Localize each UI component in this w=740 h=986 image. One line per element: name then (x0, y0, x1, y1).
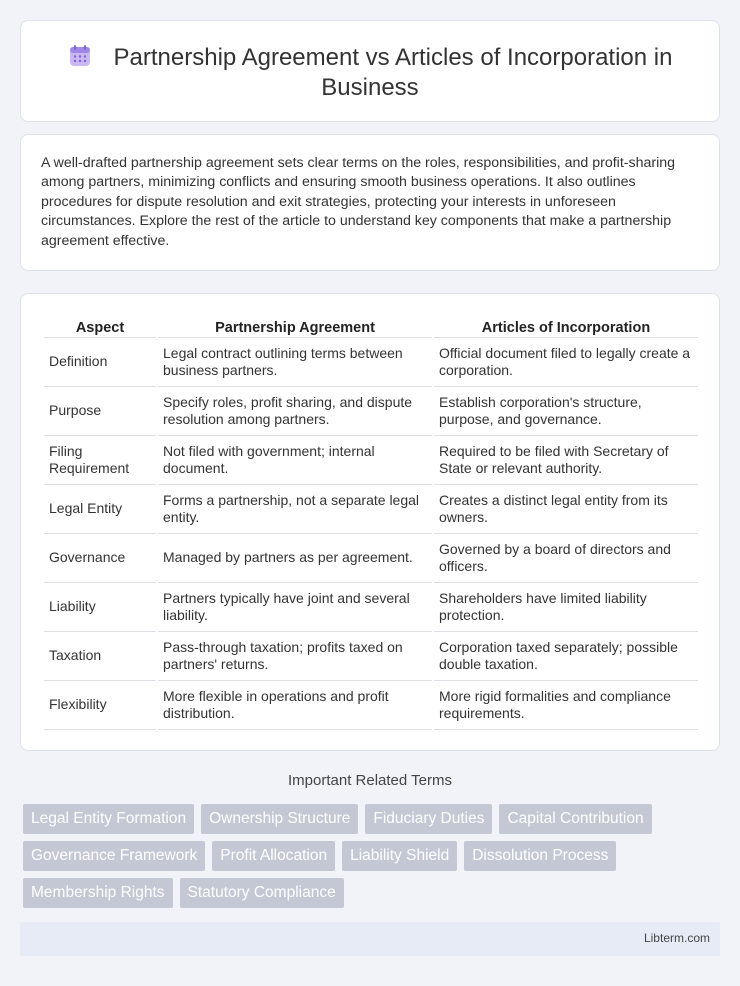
table-row (44, 632, 698, 681)
aspect-cell: Liability (44, 583, 156, 632)
aspect-cell: Flexibility (44, 681, 156, 730)
incorporation-cell: Corporation taxed separately; possible double taxation. (434, 632, 698, 681)
partnership-cell: Specify roles, profit sharing, and dispute resolution among partners. (158, 387, 432, 436)
related-term-tag[interactable]: Legal Entity Formation (23, 804, 194, 834)
aspect-cell: Taxation (44, 632, 156, 681)
incorporation-cell: Official document filed to legally create a corporation. (434, 338, 698, 387)
related-term-tag[interactable]: Statutory Compliance (180, 878, 344, 908)
partnership-cell: Not filed with government; internal document. (158, 436, 432, 485)
footer-site-link[interactable]: Libterm.com (643, 931, 710, 945)
table-row (44, 534, 698, 583)
table-row (44, 338, 698, 387)
related-term-tag[interactable]: Fiduciary Duties (365, 804, 492, 834)
related-term-tag[interactable]: Capital Contribution (499, 804, 651, 834)
related-term-tag[interactable]: Liability Shield (342, 841, 457, 871)
table-row (44, 436, 698, 485)
table-row (44, 485, 698, 534)
related-term-tag[interactable]: Profit Allocation (212, 841, 335, 871)
incorporation-cell: Establish corporation's structure, purpose, and governance. (434, 387, 698, 436)
table-header-row (44, 316, 698, 338)
aspect-cell: Definition (44, 338, 156, 387)
partnership-cell: Partners typically have joint and several liability. (158, 583, 432, 632)
partnership-cell: More flexible in operations and profit distribution. (158, 681, 432, 730)
comparison-table (42, 316, 700, 730)
related-term-tag[interactable]: Dissolution Process (464, 841, 616, 871)
incorporation-cell: Required to be filed with Secretary of State or relevant authority. (434, 436, 698, 485)
comparison-card (20, 293, 720, 751)
incorporation-cell: More rigid formalities and compliance requirements. (434, 681, 698, 730)
column-header-partnership: Partnership Agreement (158, 316, 432, 338)
column-header-incorporation: Articles of Incorporation (434, 316, 698, 338)
title-card (20, 20, 720, 122)
column-header-aspect: Aspect (44, 316, 156, 338)
footer (20, 922, 720, 956)
partnership-cell: Forms a partnership, not a separate legal entity. (158, 485, 432, 534)
intro-card (20, 134, 720, 271)
partnership-cell: Pass-through taxation; profits taxed on partners' returns. (158, 632, 432, 681)
partnership-cell: Managed by partners as per agreement. (158, 534, 432, 583)
related-term-tag[interactable]: Ownership Structure (201, 804, 358, 834)
aspect-cell: Purpose (44, 387, 156, 436)
related-terms-heading: Important Related Terms (288, 772, 452, 789)
related-term-tag[interactable]: Membership Rights (23, 878, 173, 908)
aspect-cell: Governance (44, 534, 156, 583)
incorporation-cell: Shareholders have limited liability protection. (434, 583, 698, 632)
related-term-tag[interactable]: Governance Framework (23, 841, 205, 871)
table-row (44, 583, 698, 632)
related-terms-list (23, 804, 723, 908)
calendar-icon (68, 44, 92, 68)
aspect-cell: Legal Entity (44, 485, 156, 534)
incorporation-cell: Creates a distinct legal entity from its owners. (434, 485, 698, 534)
page-title-text: Partnership Agreement vs Articles of Incorporation in Business (113, 44, 673, 101)
aspect-cell: Filing Requirement (44, 436, 156, 485)
intro-paragraph: A well-drafted partnership agreement sets clear terms on the roles, responsibilities, and profit-sharing among partners, minimizing conflicts and ensuring smooth business operations. It also outlines procedures for dispute resolution and exit strategies, protecting your interests in unforeseen circumstances. Explore the rest of the article to understand key components that make a partnership agreement effective. (41, 155, 676, 249)
partnership-cell: Legal contract outlining terms between business partners. (158, 338, 432, 387)
incorporation-cell: Governed by a board of directors and officers. (434, 534, 698, 583)
table-row (44, 681, 698, 730)
page-title (61, 43, 679, 103)
table-row (44, 387, 698, 436)
